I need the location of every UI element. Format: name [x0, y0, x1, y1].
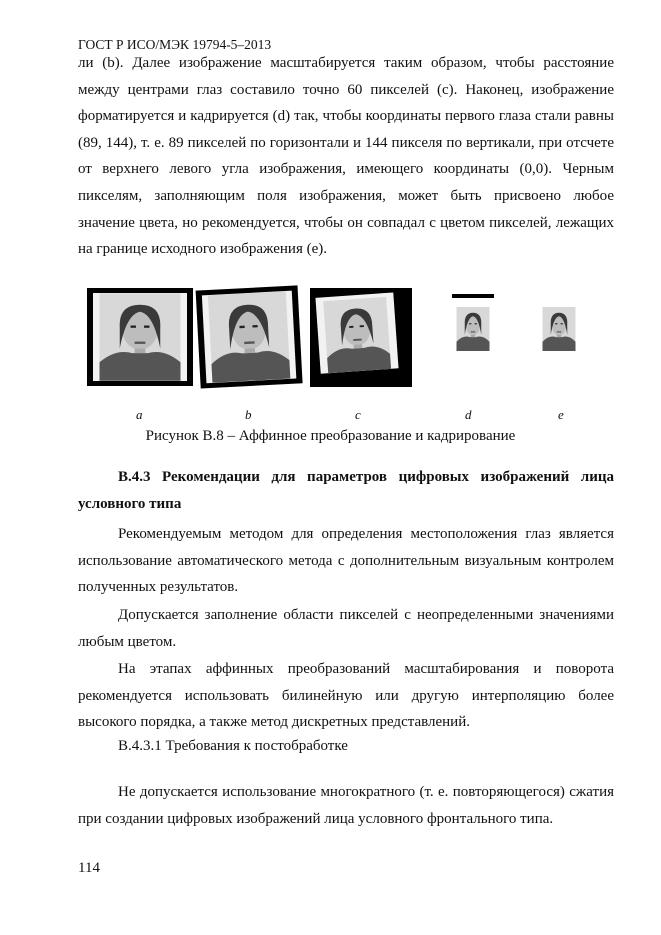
figure-image-b: [196, 285, 303, 388]
paragraph-affine-description: ли (b). Далее изображение масштабируется таким образом, чтобы расстояние между центрами глаз составило точно 60 пикселей (c). Наконец, изображение форматируется и кадрируется (d) так, чтобы координаты первого глаза стали равны (89, 144), т. е. 89 пикселей по горизонтали и 144 пикселя по вертикали, при отсчете от верхнего левого угла изображения, имеющего координаты (0,0). Черным пикселям, заполняющим поля изображения, может быть присвоено любое значение цвета, но рекомендуется, чтобы он совпадал с цветом пикселей, лежащих на границе исходного изображения (e).: [78, 55, 614, 258]
page-number: 114: [78, 860, 100, 876]
document-header: ГОСТ Р ИСО/МЭК 19794-5–2013: [78, 37, 272, 52]
paragraph-interpolation: На этапах аффинных преобразований масштабирования и поворота рекомендуется использовать билинейную или другую интерполяцию более высокого порядка, а также метод дискретных представлений.: [78, 661, 614, 731]
figure-affine-transform: [0, 285, 661, 395]
paragraph-compression: Не допускается использование многократного (т. е. повторяющегося) сжатия при создании цифровых изображений лица условного фронтального типа.: [78, 784, 614, 827]
figure-image-e: [543, 307, 576, 351]
figure-image-c: [310, 288, 412, 387]
figure-label-d: d: [465, 407, 472, 422]
figure-images: [0, 285, 661, 395]
figure-caption: Рисунок В.8 – Аффинное преобразование и кадрирование: [145, 428, 516, 444]
subsection-heading: В.4.3.1 Требования к постобработке: [118, 738, 348, 754]
figure-image-d: [452, 294, 494, 351]
figure-label-b: b: [245, 407, 252, 422]
paragraph-eye-location: Рекомендуемым методом для определения местоположения глаз является использование автоматического метода с дополнительным визуальным контролем полученных результатов.: [78, 526, 614, 596]
figure-label-c: c: [355, 407, 361, 422]
figure-label-e: e: [558, 407, 564, 422]
section-heading: В.4.3 Рекомендации для параметров цифровых изображений лица условного типа: [78, 469, 614, 512]
paragraph-pixel-fill: Допускается заполнение области пикселей с неопределенными значениями любым цветом.: [78, 607, 614, 650]
figure-label-a: a: [136, 407, 143, 422]
figure-image-a: [87, 288, 193, 386]
